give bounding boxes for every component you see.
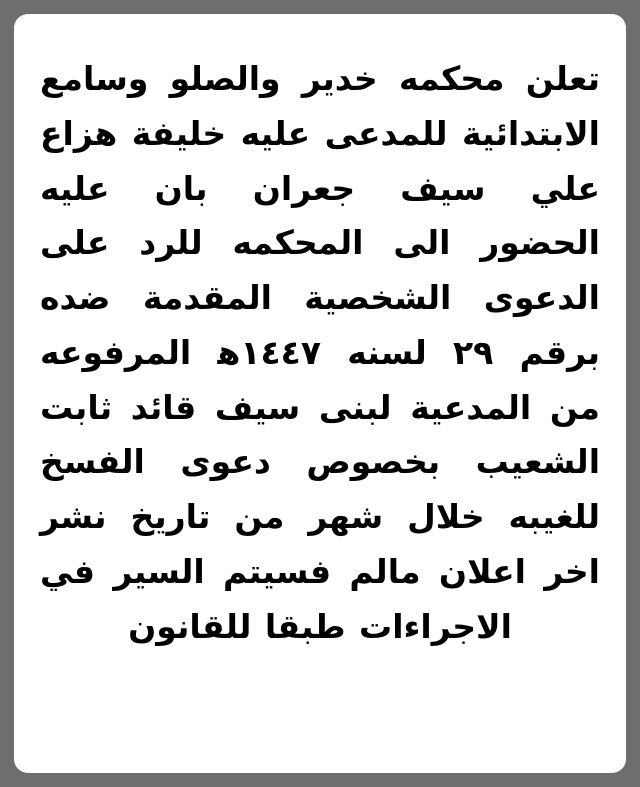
notice-paragraph: تعلن محكمه خدير والصلو وسامع الابتدائية للمدعى عليه خليفة هزاع علي سيف جعران بان عليه الحضور الى المحكمه للرد على الدعوى الشخصية المقدمة ضده برقم ٢٩ لسنه ١٤٤٧ﻫ المرفوعه من المدعية لبنى سيف قائد ثابت الشعيب بخصوص دعوى الفسخ للغيبه خلال شهر من تاريخ نشر اخر اعلان مالم فسيتم السير في الاجراءات طبقا للقانون [40, 59, 601, 646]
notice-body-text [40, 52, 600, 654]
notice-card [14, 14, 626, 773]
